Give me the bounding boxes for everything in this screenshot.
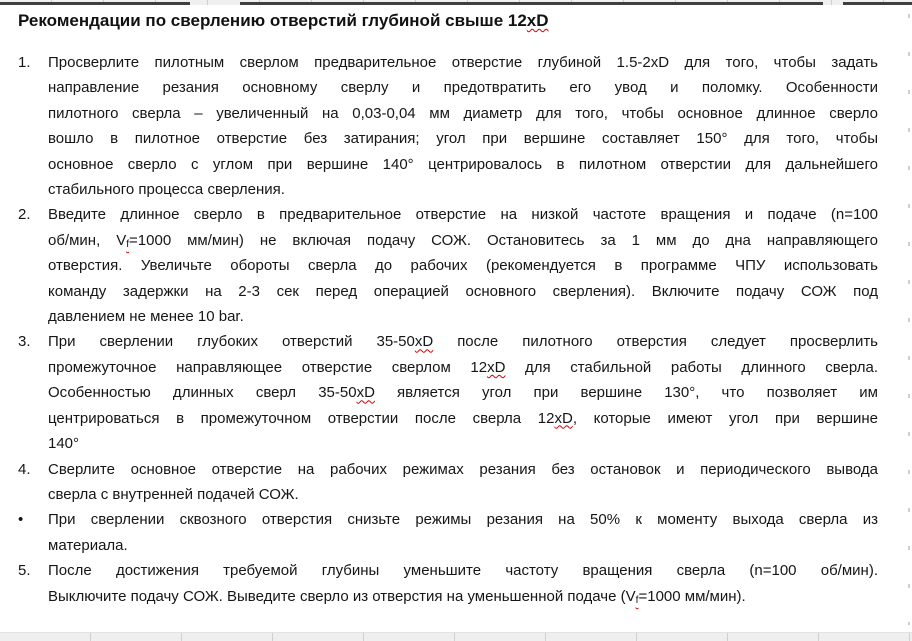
text-line: После достижения требуемой глубины уменьшите частоту вращения сверла (n=100 об/мин). — [48, 562, 878, 580]
spellcheck-underline: xD — [526, 11, 549, 30]
list-marker: 4. — [18, 460, 31, 478]
top-edge-line — [0, 2, 912, 5]
text-line: Введите длинное сверло в предварительное отверстие на низкой частоте вращения и подаче (n=100 — [48, 206, 878, 224]
paragraph — [48, 50, 878, 202]
text-line: центрироваться в промежуточном отверстии после сверла 12xD, которые имеют угол при вершине — [48, 409, 878, 427]
text-line: Особенностью длинных сверл 35-50xD является угол при вершине 130°, что позволяет им — [48, 384, 878, 402]
list-marker: 2. — [18, 206, 31, 224]
instruction-list — [18, 50, 912, 609]
list-item — [18, 558, 912, 609]
text-line: вошло в пилотное отверстие без затирания; угол при вершине составляет 150° для того, чтобы — [48, 130, 878, 148]
subscript — [126, 239, 129, 250]
list-item — [18, 457, 912, 508]
text-line: Сверлите основное отверстие на рабочих режимах резания без остановок и периодического вывода — [48, 460, 878, 478]
list-marker: 3. — [18, 333, 31, 351]
document-content — [18, 8, 912, 609]
text-line: материала. — [48, 536, 128, 554]
list-item — [18, 202, 912, 329]
list-item — [18, 329, 912, 456]
paragraph — [48, 507, 878, 558]
list-item — [18, 50, 912, 202]
text-line: направление резания основному сверлу и предотвратить его увод и поломку. Особенности — [48, 79, 878, 97]
spellcheck-underline: xD — [554, 409, 573, 427]
spellcheck-underline: xD — [356, 384, 375, 402]
paragraph — [48, 457, 878, 508]
text-line: При сверлении глубоких отверстий 35-50xD после пилотного отверстия следует просверлить — [48, 333, 879, 351]
text-line: основное сверло с углом при вершине 140° центрировалось в пилотном отверстии для дальнейшего — [48, 155, 878, 173]
text-line: промежуточное направляющее отверстие сверлом 12xD для стабильной работы длинного сверла. — [48, 358, 878, 376]
paragraph — [48, 329, 878, 456]
right-edge-marks — [908, 14, 910, 625]
text-line: давлением не менее 10 bar. — [48, 308, 244, 326]
list-marker: • — [18, 511, 24, 529]
text-line: стабильного процесса сверления. — [48, 181, 285, 199]
text-line: При сверлении сквозного отверстия снизьте режимы резания на 50% к моменту выхода сверла из — [48, 511, 878, 529]
text-line: отверстия. Увеличьте обороты сверла до рабочих (рекомендуется в программе ЧПУ использовать — [48, 257, 878, 275]
list-marker: 5. — [18, 562, 31, 580]
spellcheck-underline: xD — [414, 333, 434, 351]
list-item — [18, 507, 912, 558]
document-title: Рекомендации по сверлению отверстий глубиной свыше 12xD — [18, 11, 549, 30]
bottom-edge-ruler — [0, 632, 912, 641]
spellcheck-underline: f — [635, 594, 639, 606]
spellcheck-underline: xD — [487, 358, 506, 376]
spellcheck-underline: f — [126, 239, 130, 251]
text-line: команду задержки на 2-3 сек перед операцией основного сверления). Включите подачу СОЖ под — [48, 282, 878, 300]
list-marker: 1. — [18, 54, 31, 71]
text-line: об/мин, $V_f=1000$ мм/мин) не включая подачу СОЖ. Остановитесь за 1 мм до дна направляющего — [48, 231, 879, 251]
text-line: Выключите подачу СОЖ. Выведите сверло из отверстия на уменьшенной подаче ($V_f=1000$ мм/мин). — [48, 587, 746, 606]
text-line: сверла с внутренней подачей СОЖ. — [48, 485, 299, 503]
paragraph — [48, 202, 878, 329]
subscript — [636, 595, 639, 606]
paragraph — [48, 558, 878, 609]
text-line: 140° — [48, 435, 80, 453]
text-line: Просверлите пилотным сверлом предварительное отверстие глубиной 1.5-2xD для того, чтобы задать — [48, 54, 878, 71]
text-line: пилотного сверла – увеличенный на 0,03-0,04 мм диаметр для того, чтобы основное длинное сверло — [48, 104, 878, 122]
